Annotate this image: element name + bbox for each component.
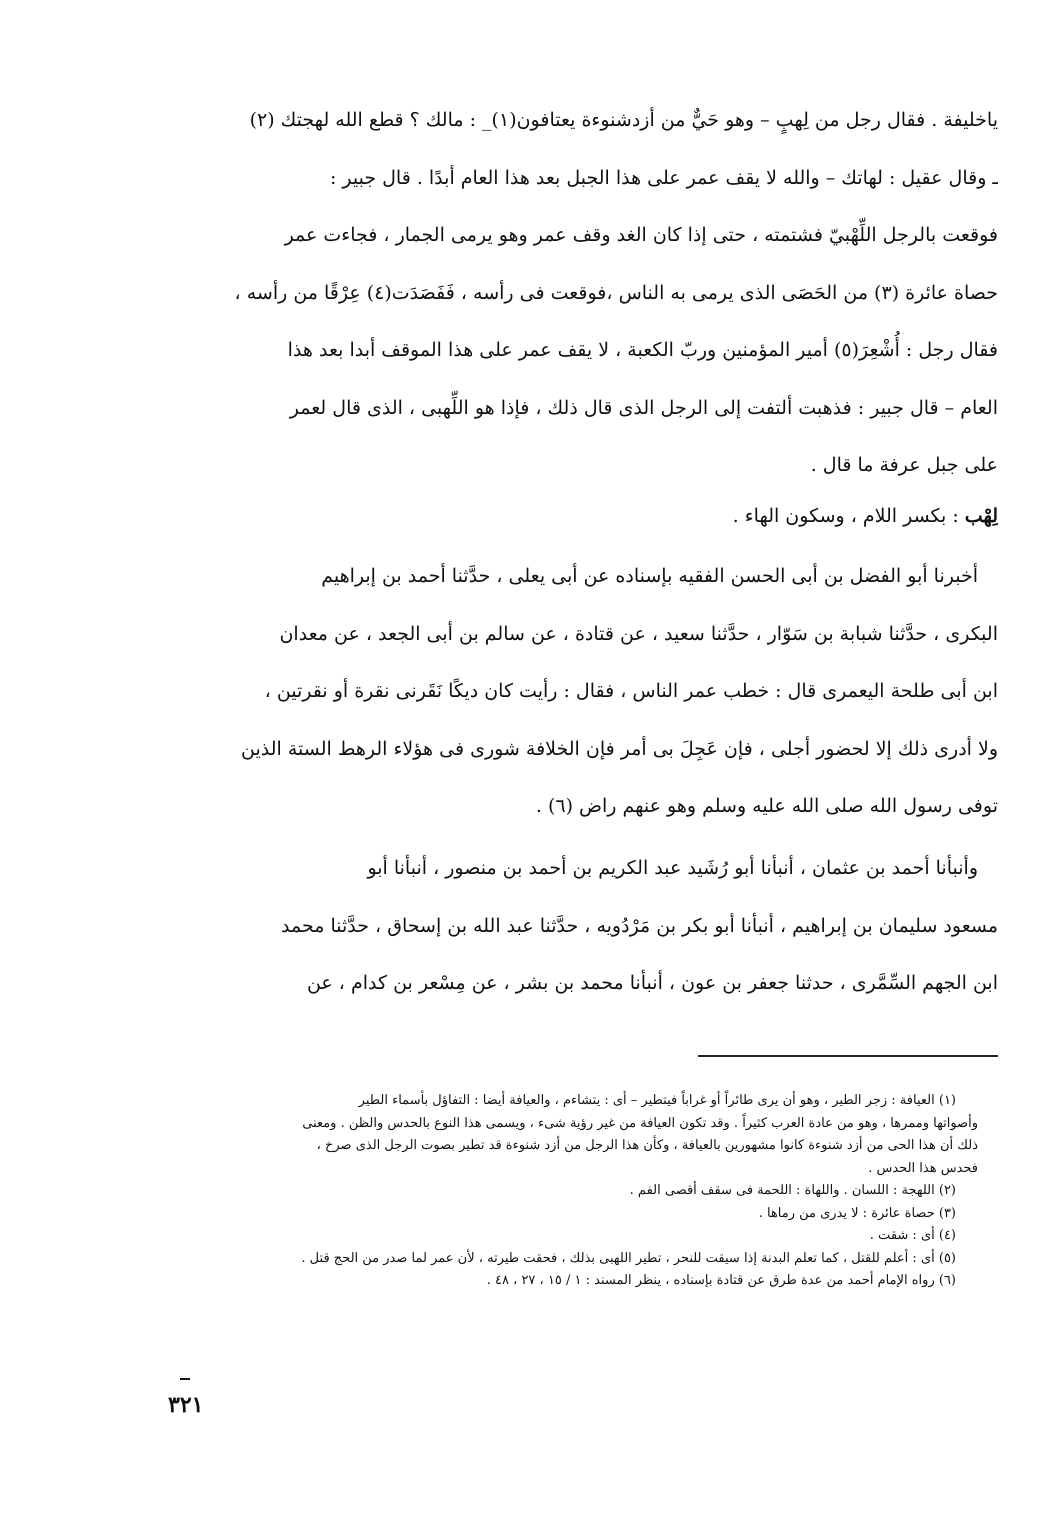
page-number: ٣٢١ <box>168 1392 204 1418</box>
footnote-1-line: ذلك أن هذا الحى من أزد شنوءة كانوا مشهورين بالعيافة ، وكأن هذا الرجل من أزد شنوءة قد تطير بصوت الرجل الذى صرخ ، <box>316 1138 978 1153</box>
gloss-word: لِهْب <box>964 505 998 527</box>
text-line: وأنبأنا أحمد بن عثمان ، أنبأنا أبو رُشَيد عبد الكريم بن أحمد بن منصور ، أنبأنا أبو <box>367 857 978 879</box>
text-line: فوقعت بالرجل اللِّهْبيّ فشتمته ، حتى إذا كان الغد وقف عمر وهو يرمى الجمار ، فجاءت عمر <box>284 224 998 246</box>
footnotes <box>148 1090 978 1293</box>
text-line: توفى رسول الله صلى الله عليه وسلم وهو عنهم راض (٦) . <box>535 795 998 817</box>
paragraph-2 <box>138 548 998 836</box>
gloss-definition: : بكسر اللام ، وسكون الهاء . <box>732 505 965 527</box>
paragraph-3 <box>138 840 998 1013</box>
text-line: ابن أبى طلحة اليعمرى قال : خطب عمر الناس ، فقال : رأيت كان ديكًا نَقَرنى نقرة أو نقرتين ، <box>264 680 998 702</box>
gloss-note <box>138 488 998 546</box>
text-line: ياخليفة . فقال رجل من لِهبٍ – وهو حَيٌّ من أزدشنوءة يعتافون(١)_ : مالك ؟ قطع الله لهجتك (٢) <box>249 109 998 131</box>
footnote-1-line: فحدس هذا الحدس . <box>868 1160 978 1176</box>
gloss-line <box>138 488 998 546</box>
text-line: ولا أدرى ذلك إلا لحضور أجلى ، فإن عَجِلَ بى أمر فإن الخلافة شورى فى هؤلاء الرهط الستة الذين <box>241 737 998 760</box>
text-line: العام – قال جبير : فذهبت ألتفت إلى الرجل الذى قال ذلك ، فإذا هو اللِّهبى ، الذى قال لعمر <box>289 396 998 419</box>
text-line: البكرى ، حدَّثنا شبابة بن سَوّار ، حدَّثنا سعيد ، عن قتادة ، عن سالم بن أبى الجعد ، عن معدان <box>279 622 998 645</box>
footnote-5: (٥) أى : أعلم للقتل ، كما تعلم البدنة إذا سيقت للنحر ، تطير اللهبى بذلك ، فحقت طيرته ، لأن عمر لما صدر من الحج قتل . <box>301 1250 956 1266</box>
text-line: مسعود سليمان بن إبراهيم ، أنبأنا أبو بكر بن مَرْدُويه ، حدَّثنا عبد الله بن إسحاق ، حدَّثنا محمد <box>281 914 998 937</box>
text-line: على جبل عرفة ما قال . <box>810 454 998 476</box>
page-number-mark <box>180 1378 190 1380</box>
text-line: ـ وقال عقيل : لهاتك – والله لا يقف عمر على هذا الجبل بعد هذا العام أبدًا . قال جبير : <box>329 166 998 189</box>
text-line: أخبرنا أبو الفضل بن أبى الحسن الفقيه بإسناده عن أبى يعلى ، حدَّثنا أحمد بن إبراهيم <box>321 565 978 587</box>
footnote-1-line: (١) العيافة : زجر الطير ، وهو أن يرى طائراً أو غراباً فيتطير – أى : يتشاءم ، والعيافة أيضا : التفاؤل بأسماء الطير <box>358 1093 956 1108</box>
footnote-3: (٣) حصاة عائرة : لا يدرى من رماها . <box>758 1205 956 1221</box>
text-line: فقال رجل : أُشْعِرَ(٥) أمير المؤمنين وربّ الكعبة ، لا يقف عمر على هذا الموقف أبدا بعد هذا <box>287 339 998 361</box>
footnote-4: (٤) أى : شقت . <box>869 1228 956 1243</box>
footnote-6: (٦) رواه الإمام أحمد من عدة طرق عن قتادة بإسناده ، ينظر المسند : ١ / ١٥ ، ٢٧ ، ٤٨ . <box>486 1273 956 1288</box>
paragraph-1 <box>138 92 998 495</box>
footnote-1-line: وأصواتها وممرها ، وهو من عادة العرب كثيراً . وقد تكون العيافة من غير رؤية شىء ، ويسمى هذا النوع بالحدس والظن . ومعنى <box>302 1115 978 1131</box>
footnote-2: (٢) اللهجة : اللسان . واللهاة : اللحمة فى سقف أقصى الفم . <box>629 1183 956 1198</box>
text-line: حصاة عائرة (٣) من الحَصَى الذى يرمى به الناس ،فوقعت فى رأسه ، فَفَصَدَت(٤) عِرْقًا من رأسه ، <box>234 281 998 304</box>
text-line: ابن الجهم السِّمَّرى ، حدثنا جعفر بن عون ، أنبأنا محمد بن بشر ، عن مِسْعر بن كدام ، عن <box>306 972 998 994</box>
footnote-separator <box>698 1055 998 1057</box>
